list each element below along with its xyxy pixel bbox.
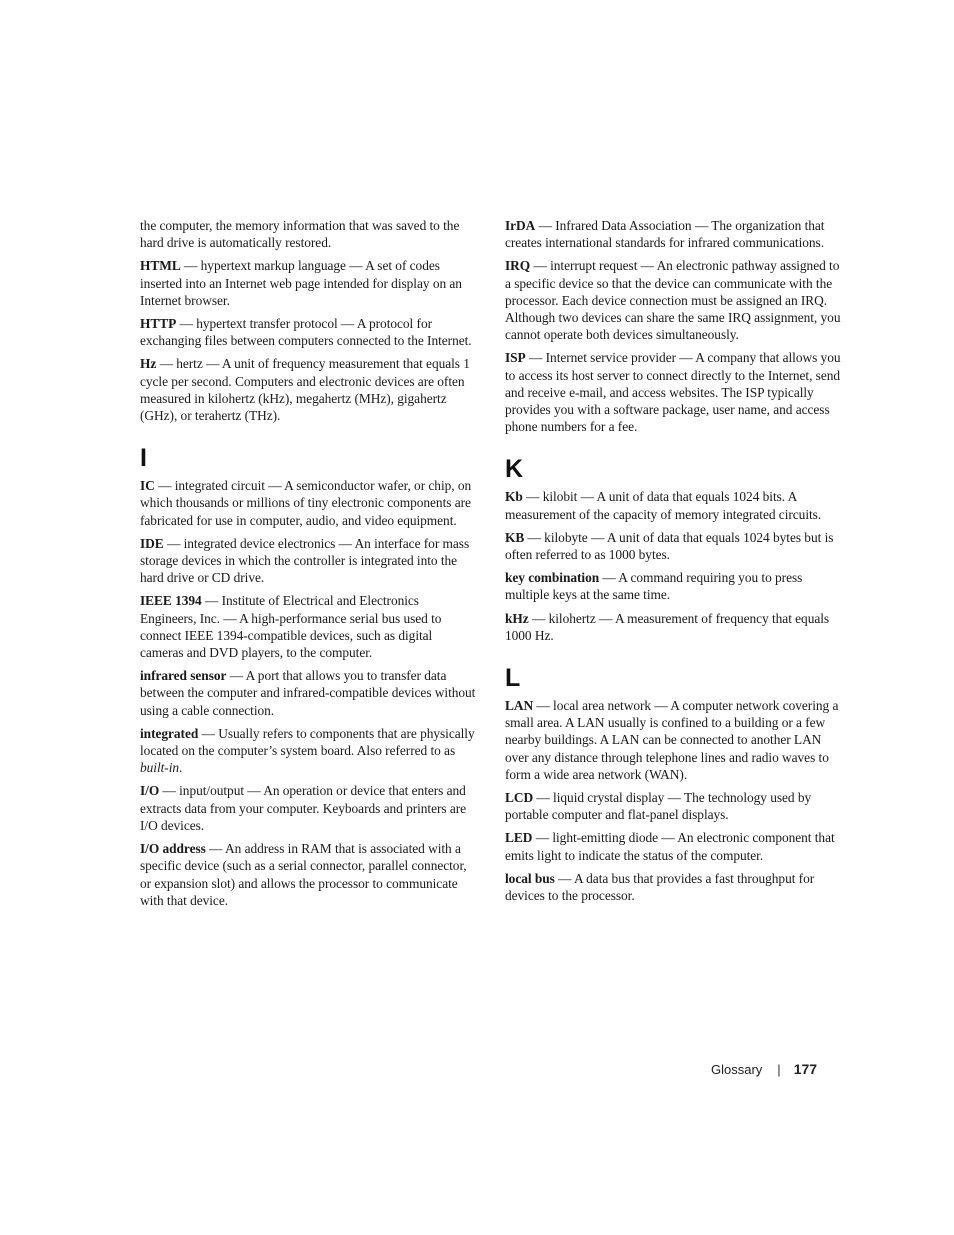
entry-term: LED	[505, 830, 533, 846]
glossary-entry-local-bus	[505, 870, 842, 904]
entry-definition: — hypertext transfer protocol — A protocol for exchanging files between computers connected to the Internet.	[140, 316, 472, 349]
section-letter-l: L	[505, 664, 521, 693]
entry-term: HTML	[140, 258, 181, 274]
entry-definition: — A command requiring you to press multiple keys at the same time.	[505, 570, 803, 603]
glossary-entry-isp	[505, 349, 842, 435]
entry-term: IC	[140, 478, 155, 494]
entry-term: LAN	[505, 698, 534, 714]
entry-term: I/O	[140, 783, 160, 799]
entry-definition: — Infrared Data Association — The organization that creates international standards for infrared communications.	[505, 218, 825, 251]
glossary-entry-lan	[505, 697, 842, 783]
glossary-entry-io	[140, 782, 477, 834]
entry-definition: — A port that allows you to transfer data between the computer and infrared-compatible devices without using a cable connection.	[140, 668, 476, 718]
glossary-entry-khz	[505, 610, 842, 644]
glossary-entry-irda	[505, 217, 842, 251]
entry-definition: — Internet service provider — A company that allows you to access its host server to connect directly to the Internet, send and receive e-mail, and access websites. The ISP typically provides you with a software package, user name, and access phone numbers for a fee.	[505, 350, 841, 435]
glossary-entry-kb-kilobyte	[505, 529, 842, 563]
glossary-entry-led	[505, 829, 842, 863]
entry-definition: — A data bus that provides a fast throughput for devices to the processor.	[505, 870, 815, 904]
entry-term: integrated	[140, 725, 199, 741]
entry-term: HTTP	[140, 316, 177, 332]
section-letter-k: K	[505, 455, 524, 484]
glossary-entry-kb-kilobit	[505, 488, 842, 522]
entry-definition: — kilohertz — A measurement of frequency that equals 1000 Hz.	[505, 610, 830, 643]
glossary-entry-io-address	[140, 840, 477, 909]
footer-section-name: Glossary	[711, 1062, 763, 1077]
entry-definition: — hertz — A unit of frequency measurement that equals 1 cycle per second. Computers and electronic devices are often measured in kilohertz (kHz), megahertz (MHz), gigahertz (GHz), or terahertz (THz).	[140, 356, 470, 424]
entry-definition: — integrated circuit — A semiconductor wafer, or chip, on which thousands or millions of tiny electronic components are fabricated for use in computer, audio, and video equipment.	[140, 478, 472, 528]
entry-term: IEEE 1394	[140, 593, 202, 609]
page-footer	[711, 1061, 817, 1077]
entry-term: kHz	[505, 610, 529, 626]
entry-definition: — kilobit — A unit of data that equals 1024 bits. A measurement of the capacity of memory integrated circuits.	[505, 489, 822, 522]
entry-definition: — local area network — A computer network covering a small area. A LAN usually is confined to a building or a few nearby buildings. A LAN can be connected to another LAN over any distance through telephone lines and radio waves to form a wide area network (WAN).	[505, 698, 839, 782]
entry-definition: — Institute of Electrical and Electronics Engineers, Inc. — A high-performance serial bus used to connect IEEE 1394-compatible devices, such as digital cameras and DVD players, to the computer.	[140, 593, 442, 661]
entry-term: Hz	[140, 356, 157, 372]
entry-term: local bus	[505, 870, 555, 886]
entry-term: LCD	[505, 790, 534, 806]
footer-separator: |	[777, 1062, 781, 1077]
glossary-entry-key-combination	[505, 569, 842, 603]
section-letter-i: I	[140, 444, 147, 473]
left-column	[140, 217, 477, 915]
entry-term: key combination	[505, 570, 600, 586]
entry-definition: — An address in RAM that is associated with a specific device (such as a serial connector, parallel connector, or expansion slot) and allows the processor to communicate with that device.	[140, 841, 467, 908]
entry-definition: — light-emitting diode — An electronic component that emits light to indicate the status of the computer.	[505, 830, 835, 863]
entry-definition-italic: built-in	[140, 760, 180, 776]
page-number: 177	[793, 1061, 818, 1077]
glossary-entry-hz	[140, 355, 477, 424]
entry-definition: — kilobyte — A unit of data that equals 1024 bytes but is often referred to as 1000 bytes.	[505, 529, 834, 563]
glossary-entry-ic	[140, 477, 477, 529]
entry-term: infrared sensor	[140, 668, 227, 684]
glossary-entry-ieee-1394	[140, 592, 477, 661]
entry-definition: — interrupt request — An electronic pathway assigned to a specific device so that the device can communicate with the processor. Each device connection must be assigned an IRQ. Although two devices can share the same IRQ assignment, you cannot operate both devices simultaneously.	[505, 258, 841, 343]
glossary-entry-html	[140, 257, 477, 309]
entry-term: IRQ	[505, 258, 531, 274]
entry-definition: — hypertext markup language — A set of codes inserted into an Internet web page intended for display on an Internet browser.	[140, 258, 462, 308]
glossary-entry-irq	[505, 257, 842, 343]
entry-term: KB	[505, 529, 525, 545]
entry-term: I/O address	[140, 841, 206, 857]
entry-term: IrDA	[505, 218, 536, 233]
entry-definition: — liquid crystal display — The technology used by portable computer and flat-panel displays.	[505, 790, 812, 823]
continuation-text: the computer, the memory information that was saved to the hard drive is automatically restored.	[140, 218, 460, 251]
entry-term: ISP	[505, 350, 526, 366]
entry-definition: — Usually refers to components that are physically located on the computer’s system board. Also referred to as	[140, 725, 475, 759]
glossary-entry-ide	[140, 535, 477, 587]
entry-term: IDE	[140, 535, 164, 551]
glossary-entry-infrared-sensor	[140, 667, 477, 719]
glossary-entry-integrated	[140, 725, 477, 777]
entry-definition: — integrated device electronics — An interface for mass storage devices in which the controller is integrated into the hard drive or CD drive.	[140, 535, 470, 586]
glossary-entry-lcd	[505, 789, 842, 823]
glossary-entry-http	[140, 315, 477, 349]
entry-definition-tail: .	[179, 760, 183, 776]
right-column	[505, 217, 842, 910]
entry-definition: — input/output — An operation or device that enters and extracts data from your computer. Keyboards and printers are I/O devices.	[140, 783, 467, 833]
entry-term: Kb	[505, 489, 523, 505]
